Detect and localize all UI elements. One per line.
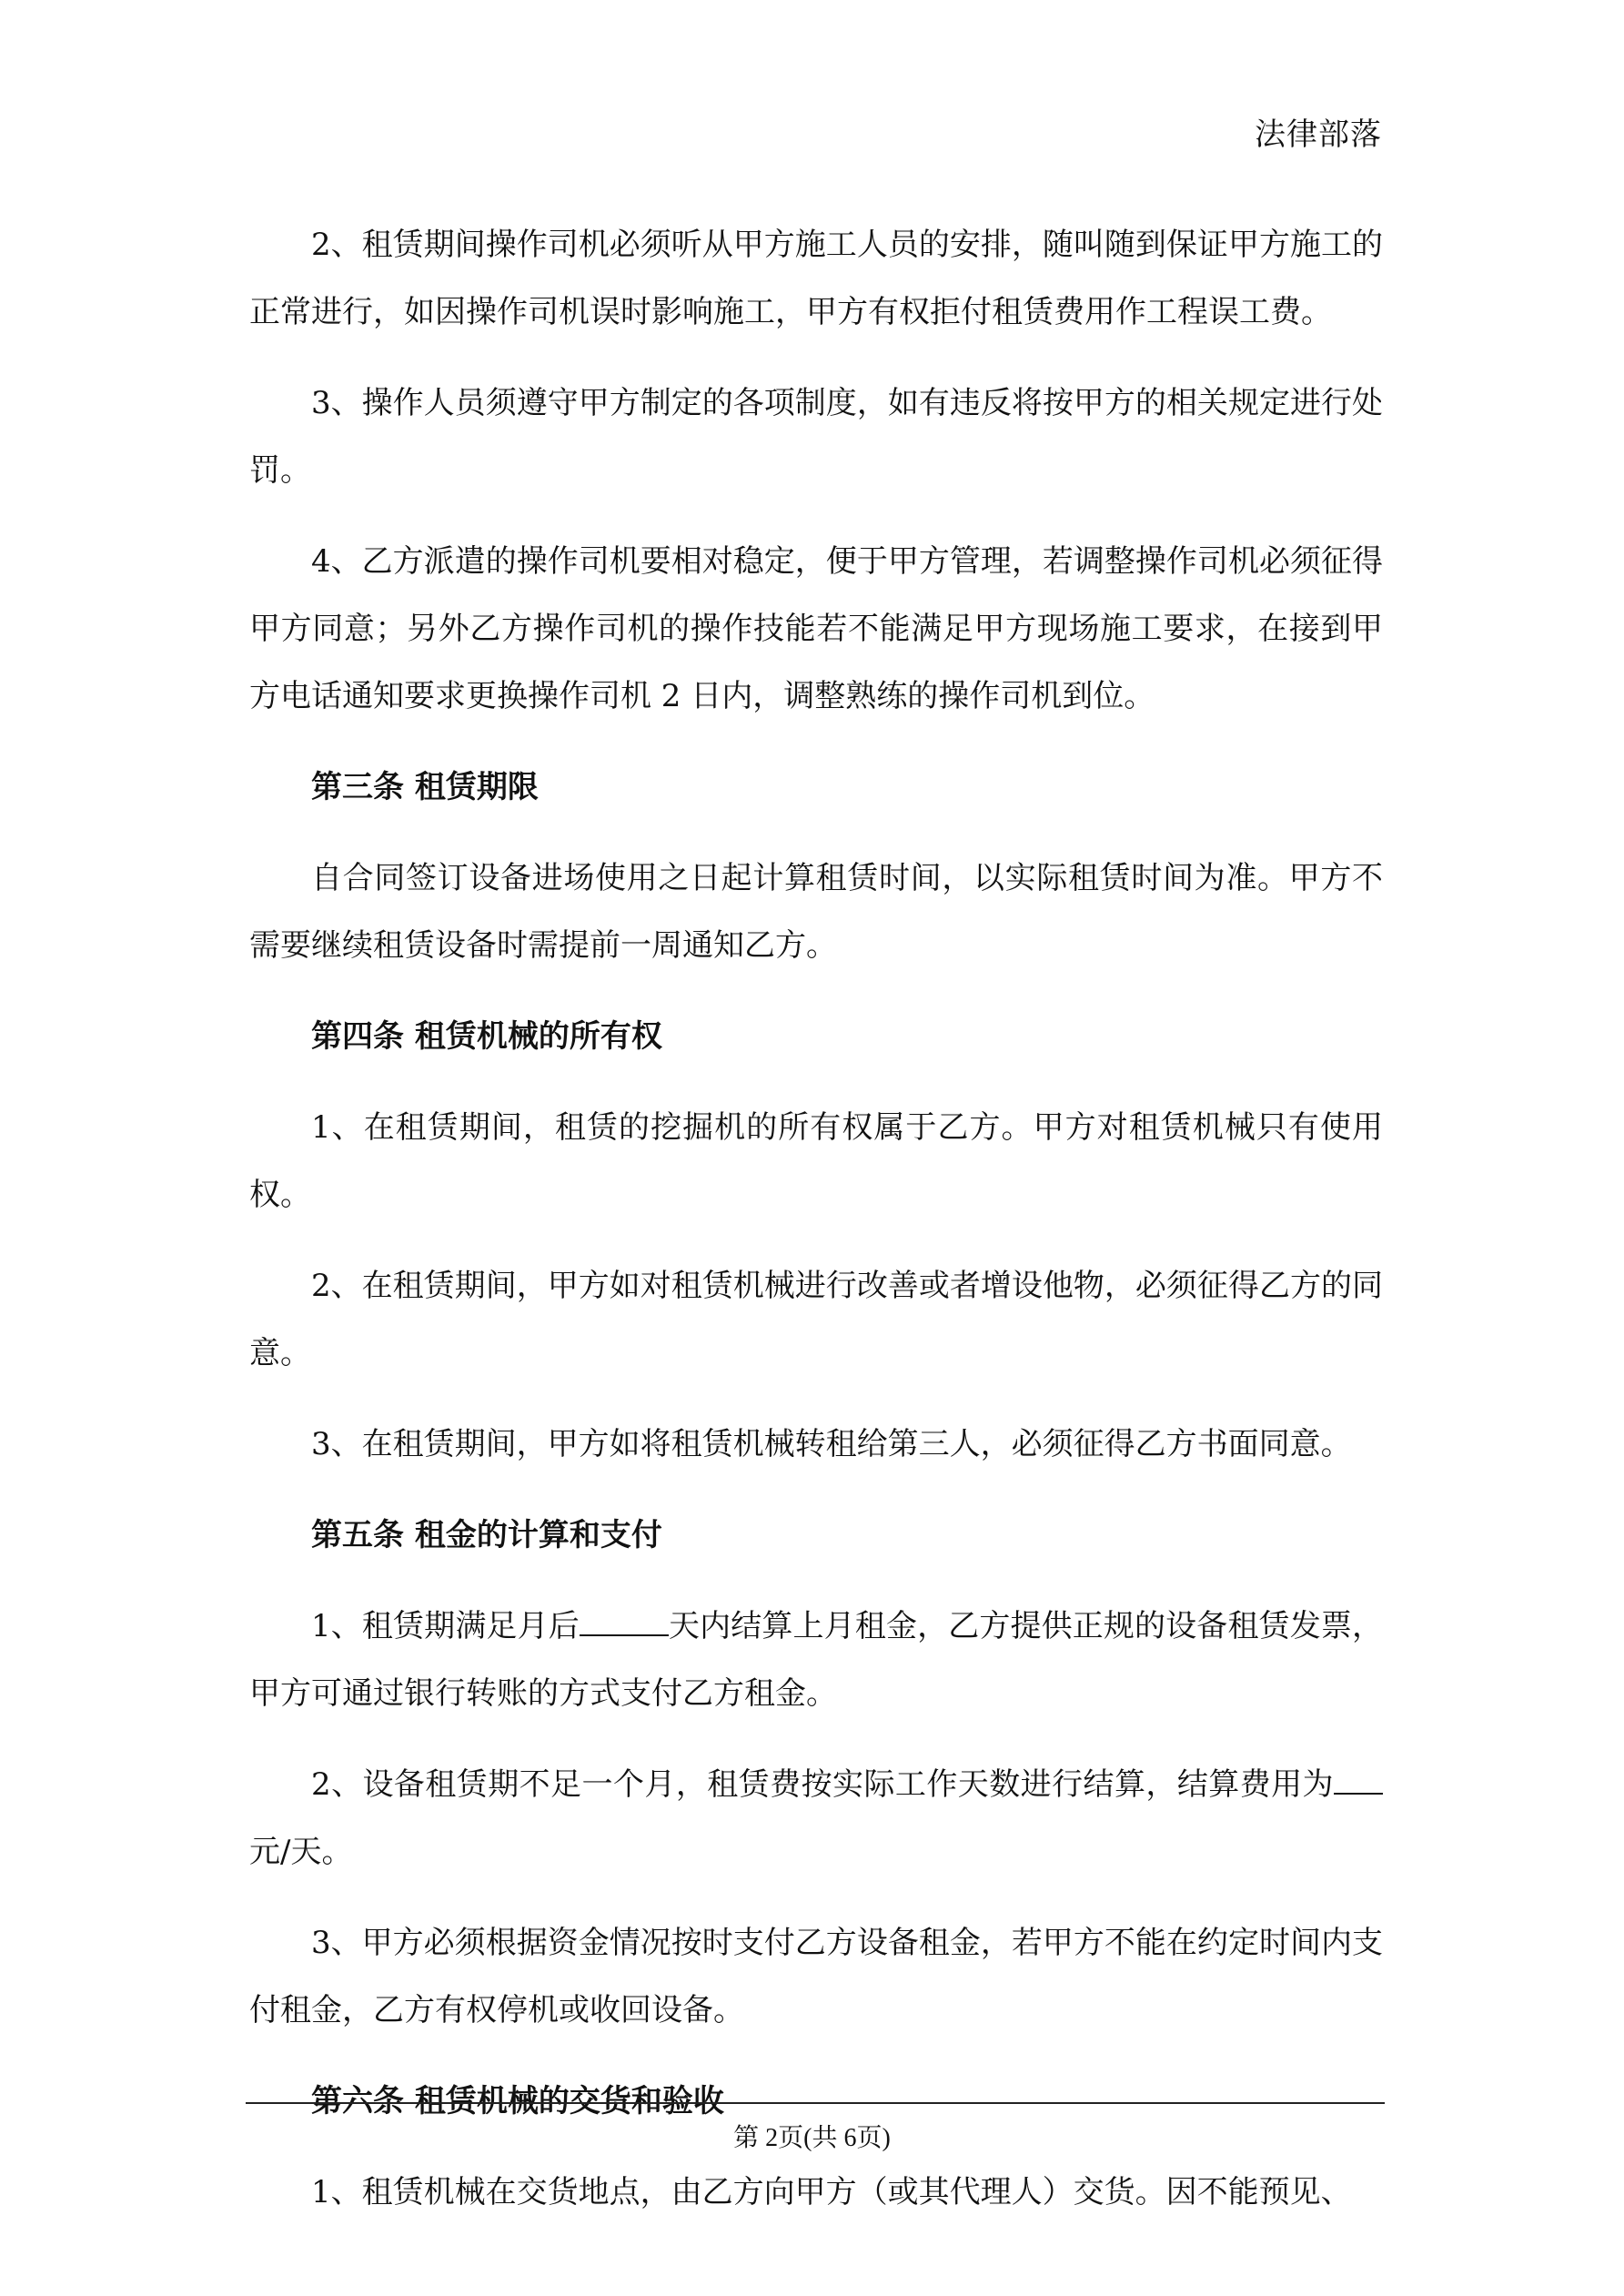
paragraph-modification: 2、在租赁期间，甲方如对租赁机械进行改善或者增设他物，必须征得乙方的同意。 [249, 1268, 1383, 1371]
heading-article-6: 第六条 租赁机械的交货和验收 [311, 2083, 724, 2119]
page-number: 第 2页(共 6页) [733, 2124, 891, 2152]
rate-blank [1334, 1764, 1356, 1795]
heading-article-5: 第五条 租金的计算和支付 [311, 1517, 662, 1553]
paragraph-delivery: 1、租赁机械在交货地点，由乙方向甲方（或其代理人）交货。因不能预见、 [311, 2174, 1352, 2210]
paragraph-operator-obey: 2、租赁期间操作司机必须听从甲方施工人员的安排，随叫随到保证甲方施工的正常进行，如因操作司机误时影响施工，甲方有权拒付租赁费用作工程误工费。 [249, 227, 1383, 330]
heading-article-4: 第四条 租赁机械的所有权 [311, 1018, 662, 1055]
paragraph-lease-term: 自合同签订设备进场使用之日起计算租赁时间，以实际租赁时间为准。甲方不需要继续租赁设备时需提前一周通知乙方。 [249, 860, 1383, 964]
paragraph-sublease: 3、在租赁期间，甲方如将租赁机械转租给第三人，必须征得乙方书面同意。 [311, 1426, 1352, 1462]
paragraph-payment-obligation: 3、甲方必须根据资金情况按时支付乙方设备租金，若甲方不能在约定时间内支付租金，乙方有权停机或收回设备。 [249, 1925, 1383, 2028]
paragraph-operator-rules: 3、操作人员须遵守甲方制定的各项制度，如有违反将按甲方的相关规定进行处罚。 [249, 385, 1383, 489]
days-blank [580, 1605, 669, 1636]
daily-rate-text-after: 元/天。 [249, 1834, 353, 1870]
rate-blank-continued [1356, 1764, 1383, 1795]
daily-rate-text-before: 2、设备租赁期不足一个月，租赁费按实际工作天数进行结算，结算费用为 [311, 1766, 1334, 1803]
paragraph-daily-rate [249, 1751, 1383, 1886]
heading-article-3: 第三条 租赁期限 [311, 769, 539, 805]
settlement-text-after: 天内结算上月租金，乙方提供正规的设备租赁发票，甲方可通过银行转账的方式支付乙方租金。 [249, 1608, 1383, 1712]
header-brand: 法律部落 [1255, 116, 1382, 153]
paragraph-ownership: 1、在租赁期间，租赁的挖掘机的所有权属于乙方。甲方对租赁机械只有使用权。 [249, 1109, 1383, 1213]
settlement-text-before: 1、租赁期满足月后 [311, 1608, 580, 1644]
footer-divider [246, 2102, 1385, 2104]
document-body [249, 211, 1383, 2250]
paragraph-operator-stable: 4、乙方派遣的操作司机要相对稳定，便于甲方管理，若调整操作司机必须征得甲方同意；另外乙方操作司机的操作技能若不能满足甲方现场施工要求，在接到甲方电话通知要求更换操作司机 2 日内，调整熟练的操作司机到位。 [249, 543, 1383, 714]
paragraph-settlement [249, 1593, 1383, 1727]
